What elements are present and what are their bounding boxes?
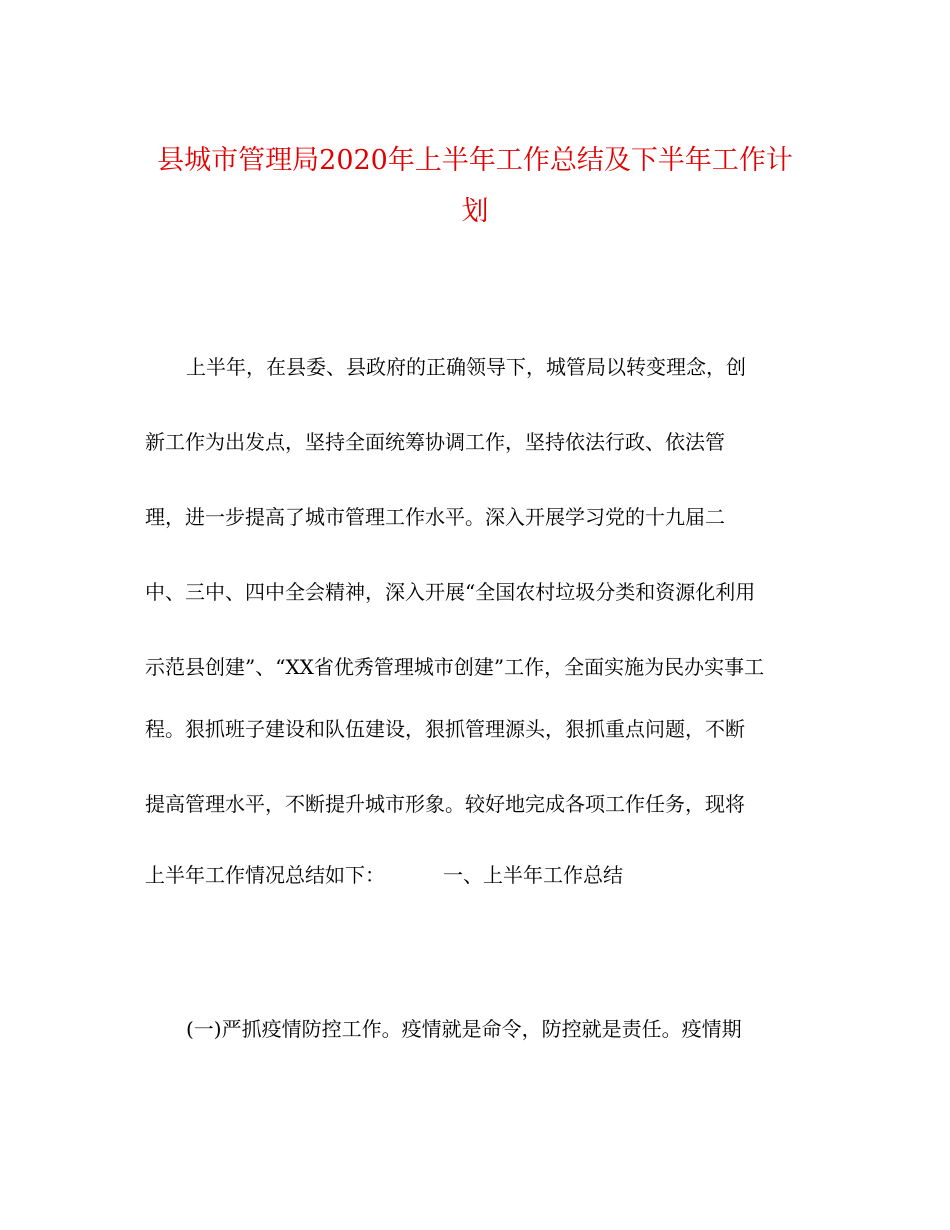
paragraph-closing-text: 上半年工作情况总结如下：	[145, 863, 385, 887]
document-title-line-1: 县城市管理局2020年上半年工作总结及下半年工作计	[157, 145, 793, 176]
paragraph-line: 中、三中、四中全会精神，深入开展“全国农村垃圾分类和资源化利用	[145, 580, 756, 604]
paragraph-last-line	[145, 860, 825, 890]
paragraph-line: 提高管理水平，不断提升城市形象。较好地完成各项工作任务，现将	[145, 792, 745, 816]
paragraph-line: 理，进一步提高了城市管理工作水平。深入开展学习党的十九届二	[145, 505, 725, 529]
paragraph-line: 上半年，在县委、县政府的正确领导下，城管局以转变理念，创	[186, 355, 746, 379]
paragraph-line: 新工作为出发点，坚持全面统筹协调工作，坚持依法行政、依法管	[145, 430, 725, 454]
paragraph-line: (一)严抓疫情防控工作。疫情就是命令，防控就是责任。疫情期	[186, 1017, 742, 1041]
document-title-line-2: 划	[461, 196, 489, 227]
paragraph-line: 示范县创建”、“XX省优秀管理城市创建”工作，全面实施为民办实事工	[145, 655, 765, 679]
section-heading: 一、上半年工作总结	[443, 863, 623, 887]
paragraph-line: 程。狠抓班子建设和队伍建设，狠抓管理源头，狠抓重点问题，不断	[145, 717, 745, 741]
